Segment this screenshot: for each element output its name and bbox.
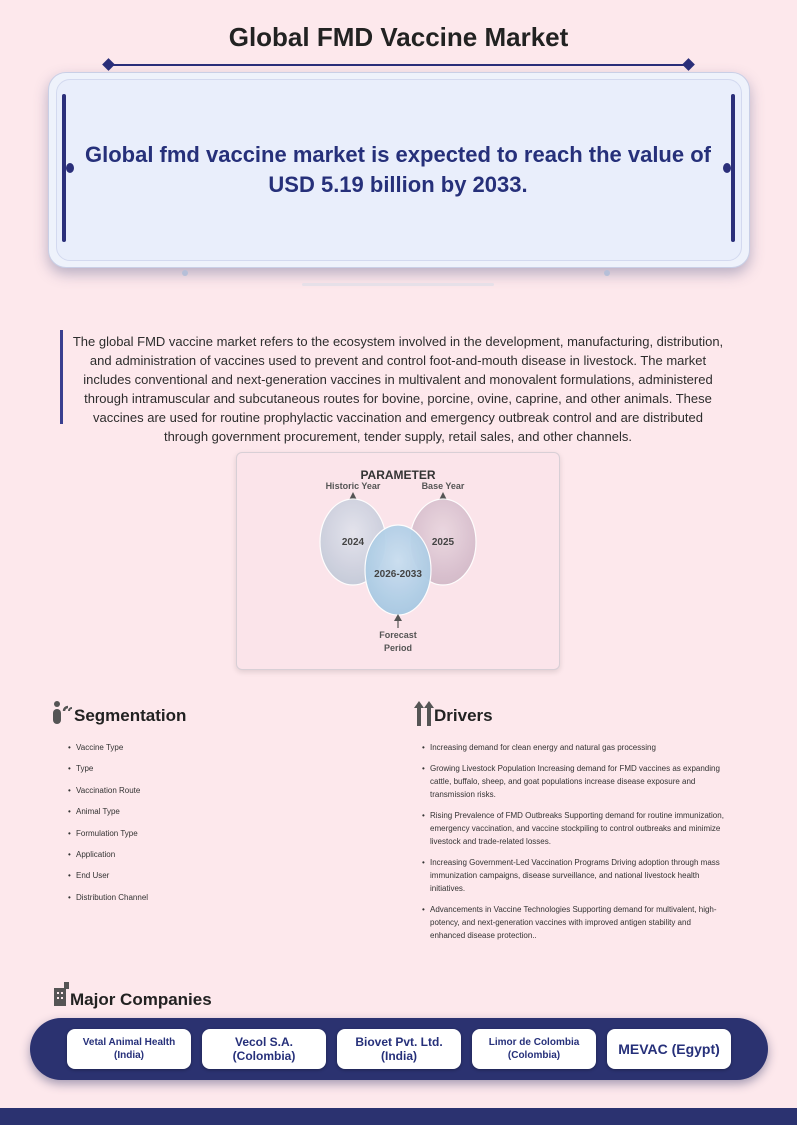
list-item: • Vaccination Route	[68, 786, 368, 807]
base-year-label: Base Year	[421, 481, 465, 491]
list-item: • End User	[68, 871, 368, 892]
parameter-title: PARAMETER	[360, 468, 436, 482]
company-name: Vetal Animal Health (India)	[82, 1037, 176, 1061]
title-rule	[108, 64, 690, 66]
historic-year-label: Historic Year	[325, 481, 381, 491]
company-card	[607, 1029, 731, 1069]
parameter-diagram	[300, 476, 500, 660]
building-icon	[54, 982, 70, 1006]
up-arrows-icon	[414, 701, 434, 726]
hero-headline: Global fmd vaccine market is expected to reach the value of USD 5.19 billion by 2033.	[84, 142, 711, 197]
list-item: • Growing Livestock Population Increasing demand for FMD vaccines as expanding cattle, buffalo, sheep, and goat populations increase disease exposure and transmission risks.	[422, 762, 728, 801]
forecast-label-line1: Forecast	[379, 630, 417, 640]
forecast-value: 2026-2033	[374, 569, 422, 580]
footer-bar	[0, 1108, 797, 1125]
base-year-value: 2025	[431, 537, 455, 548]
list-item: • Type	[68, 764, 368, 785]
description-bar	[60, 330, 63, 424]
forecast-label-line2: Period	[383, 643, 413, 653]
hero-foot-dot-right	[604, 270, 610, 276]
list-item: • Increasing Government-Led Vaccination Programs Driving adoption through mass immunization campaigns, disease surveillance, and national livestock health initiatives.	[422, 856, 728, 895]
list-item: • Advancements in Vaccine Technologies Supporting demand for multivalent, high-potency, and next-generation vaccines with improved antigen stability and enhanced disease protection..	[422, 903, 728, 942]
companies-title: Major Companies	[70, 990, 212, 1009]
hero-dot-right	[723, 163, 731, 173]
hero-dot-left	[66, 163, 74, 173]
segmentation-title: Segmentation	[74, 706, 187, 725]
drivers-title: Drivers	[434, 706, 493, 725]
title-diamond-right	[682, 58, 695, 71]
segmentation-list	[68, 743, 368, 914]
drivers-list	[422, 741, 728, 950]
company-name: Biovet Pvt. Ltd. (India)	[355, 1035, 443, 1063]
hero-shelf	[302, 283, 494, 286]
company-card	[67, 1029, 191, 1069]
list-item: • Formulation Type	[68, 829, 368, 850]
company-name: Vecol S.A. (Colombia)	[232, 1035, 296, 1063]
list-item: • Rising Prevalence of FMD Outbreaks Supporting demand for routine immunization, emergency vaccination, and vaccine stockpiling to control outbreaks and minimize livestock and trade-related losses.	[422, 809, 728, 848]
historic-year-value: 2024	[341, 537, 365, 548]
company-name: Limor de Colombia (Colombia)	[488, 1037, 580, 1061]
page-title: Global FMD Vaccine Market	[228, 22, 569, 52]
company-card	[472, 1029, 596, 1069]
description-text: The global FMD vaccine market refers to the ecosystem involved in the development, manufacturing, distribution, and administration of vaccines used to prevent and control foot-and-mouth disease in livestock. The market includes conventional and next-generation vaccines in multivalent and monovalent formulations, administered through intramuscular and subcutaneous routes for bovine, porcine, ovine, caprine, and other animals. These vaccines are used for routine prophylactic vaccination and emergency outbreak control and are distributed through government procurement, tender supply, retail sales, and other channels.	[72, 334, 724, 444]
people-icon	[50, 700, 74, 726]
company-card	[202, 1029, 326, 1069]
hero-bar-right	[731, 94, 735, 242]
list-item: • Distribution Channel	[68, 893, 368, 914]
hero-foot-dot-left	[182, 270, 188, 276]
list-item: • Increasing demand for clean energy and natural gas processing	[422, 741, 728, 754]
company-card	[337, 1029, 461, 1069]
company-name: MEVAC (Egypt)	[618, 1041, 720, 1057]
list-item: • Vaccine Type	[68, 743, 368, 764]
list-item: • Application	[68, 850, 368, 871]
list-item: • Animal Type	[68, 807, 368, 828]
